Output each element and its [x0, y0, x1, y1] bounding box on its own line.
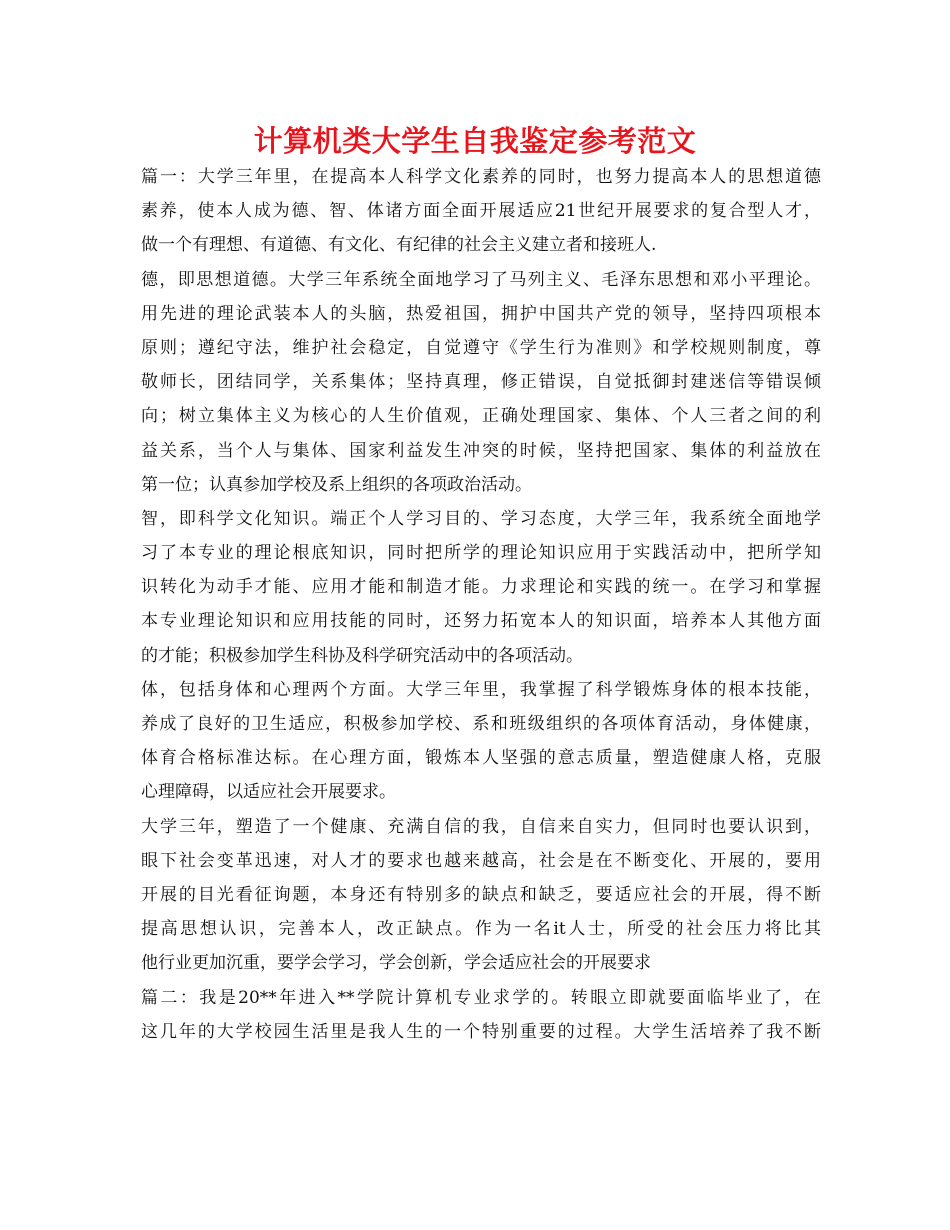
text-line: 篇一：大学三年里，在提高本人科学文化素养的同时，也努力提高本人的思想道德 [141, 167, 821, 187]
document-body [141, 160, 821, 1049]
text-line: 篇二：我是20**年进入**学院计算机专业求学的。转眼立即就要面临毕业了，在 [141, 987, 821, 1008]
text-line: 习了本专业的理论根底知识，同时把所学的理论知识应用于实践活动中，把所学知 [141, 543, 821, 564]
text-line: 这几年的大学校园生活里是我人生的一个特别重要的过程。大学生活培养了我不断 [141, 1021, 821, 1042]
text-line: 第一位；认真参加学校及系上组织的各项政治活动。 [141, 474, 532, 495]
text-line: 大学三年，塑造了一个健康、充满自信的我，自信来自实力，但同时也要认识到， [141, 816, 821, 837]
text-line: 用先进的理论武装本人的头脑，热爱祖国，拥护中国共产党的领导，坚持四项根本 [141, 303, 821, 324]
text-line: 向；树立集体主义为核心的人生价值观，正确处理国家、集体、个人三者之间的利 [141, 406, 821, 427]
text-line: 做一个有理想、有道德、有文化、有纪律的社会主义建立者和接班人. [141, 235, 657, 256]
text-line: 眼下社会变革迅速，对人才的要求也越来越高，社会是在不断变化、开展的，要用 [141, 850, 821, 871]
text-line: 开展的目光看征询题，本身还有特别多的缺点和缺乏，要适应社会的开展，得不断 [141, 884, 821, 905]
text-line: 的才能；积极参加学生科协及科学研究活动中的各项活动。 [141, 645, 583, 666]
text-line: 识转化为动手才能、应用才能和制造才能。力求理论和实践的统一。在学习和掌握 [141, 577, 821, 598]
text-line: 他行业更加沉重，要学会学习，学会创新，学会适应社会的开展要求 [141, 953, 651, 974]
text-line: 智，即科学文化知识。端正个人学习目的、学习态度，大学三年，我系统全面地学 [141, 508, 821, 529]
text-line: 本专业理论知识和应用技能的同时，还努力拓宽本人的知识面，培养本人其他方面 [141, 611, 821, 632]
text-line: 养成了良好的卫生适应，积极参加学校、系和班级组织的各项体育活动，身体健康， [141, 714, 821, 734]
text-line: 体，包括身体和心理两个方面。大学三年里，我掌握了科学锻炼身体的根本技能， [141, 679, 821, 700]
text-line: 提高思想认识，完善本人，改正缺点。作为一名it人士，所受的社会压力将比其 [141, 919, 821, 940]
text-line: 敬师长，团结同学，关系集体；坚持真理，修正错误，自觉抵御封建迷信等错误倾 [141, 372, 821, 393]
text-line: 素养，使本人成为德、智、体诸方面全面开展适应21世纪开展要求的复合型人才， [141, 201, 821, 222]
text-line: 心理障碍，以适应社会开展要求。 [141, 782, 396, 803]
page-title: 计算机类大学生自我鉴定参考范文 [253, 124, 697, 158]
text-line: 德，即思想道德。大学三年系统全面地学习了马列主义、毛泽东思想和邓小平理论。 [141, 269, 821, 290]
text-line: 体育合格标准达标。在心理方面，锻炼本人坚强的意志质量，塑造健康人格，克服 [141, 748, 821, 769]
text-line: 益关系，当个人与集体、国家利益发生冲突的时候，坚持把国家、集体的利益放在 [141, 440, 821, 461]
text-line: 原则；遵纪守法，维护社会稳定，自觉遵守《学生行为准则》和学校规则制度，尊 [141, 337, 821, 358]
